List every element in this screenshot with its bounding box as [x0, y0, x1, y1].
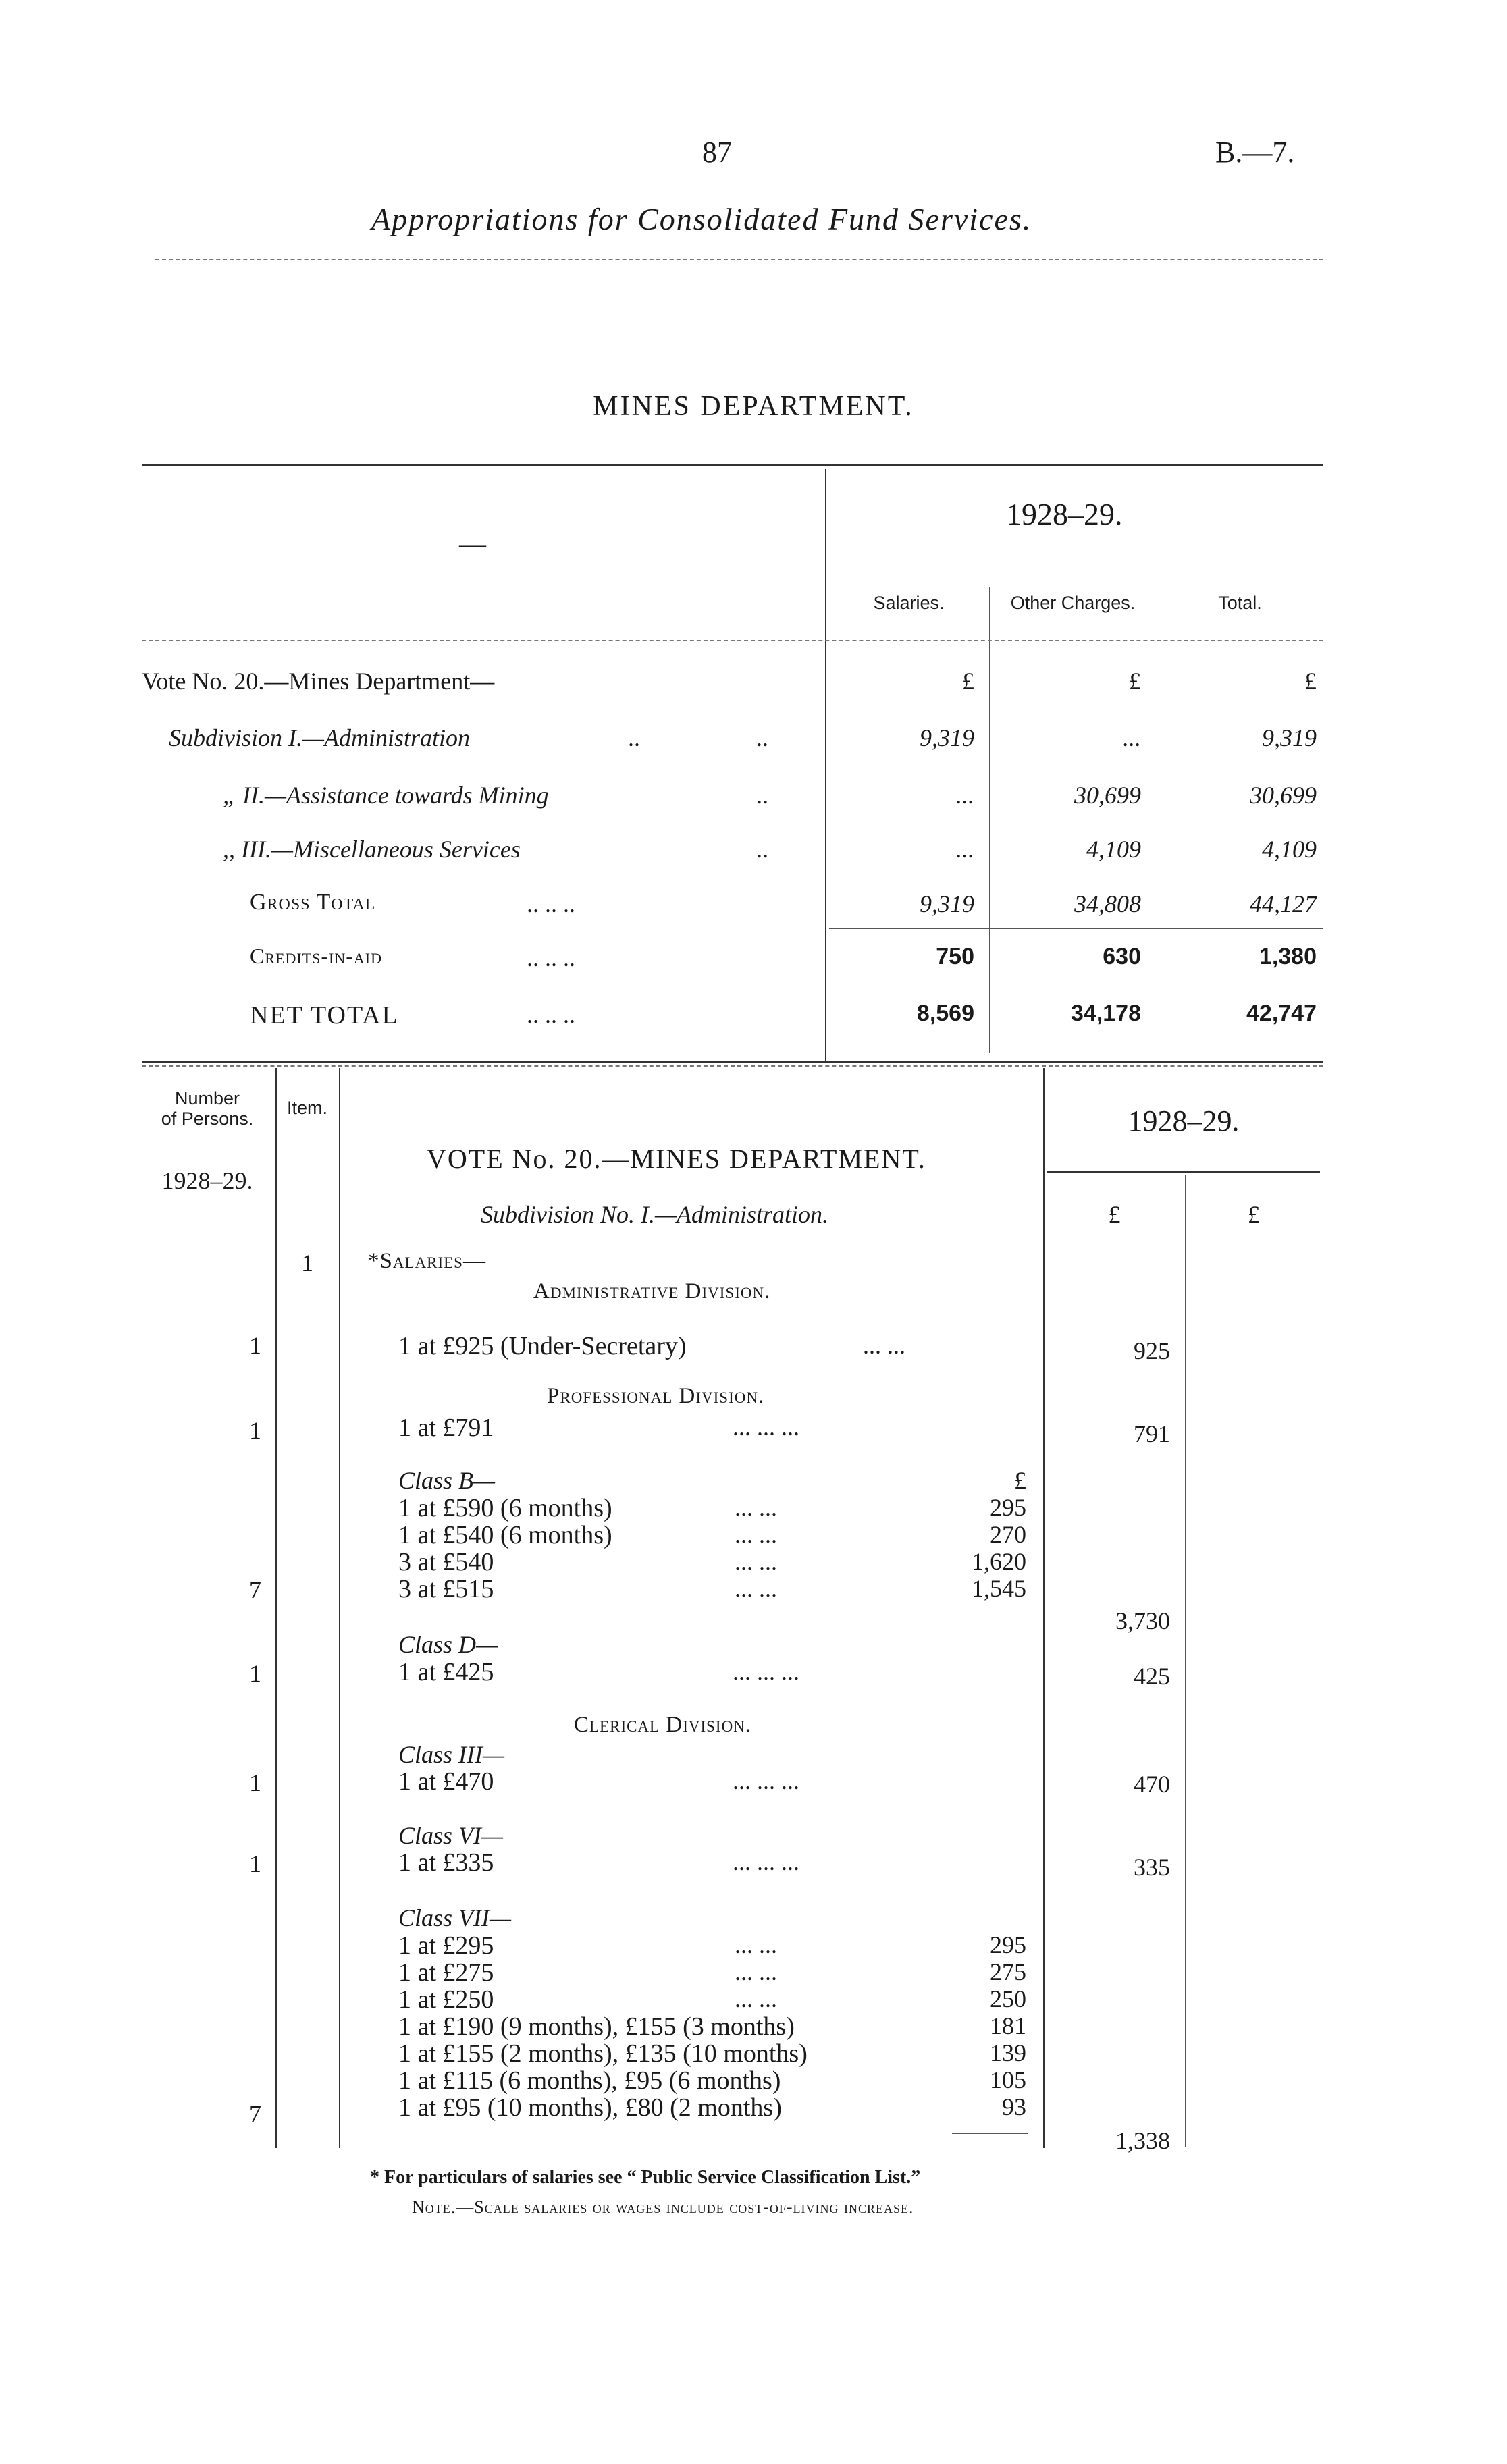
stub-dash: — — [459, 529, 486, 559]
department-title: MINES DEPARTMENT. — [593, 391, 914, 422]
line-text: 1 at £425 — [398, 1658, 494, 1686]
footnote-classification: * For particulars of salaries see “ Public Service Classification List.” — [370, 2167, 921, 2188]
net-other: 34,178 — [1071, 1000, 1141, 1026]
class-b-label: Class B— — [398, 1467, 496, 1494]
item-number: 1 — [301, 1250, 313, 1277]
year-right: 1928–29. — [1128, 1104, 1240, 1137]
line-amount: 139 — [990, 2039, 1026, 2066]
gross-total: 44,127 — [1250, 890, 1317, 917]
line-text: 1 at £190 (9 months), £155 (3 months) — [398, 2012, 795, 2041]
line-amount: 295 — [990, 1494, 1026, 1521]
amount: 335 — [1134, 1854, 1170, 1881]
class-d-label: Class D— — [398, 1631, 498, 1658]
line-text: 1 at £590 (6 months) — [398, 1494, 612, 1522]
line-amount: 181 — [990, 2012, 1026, 2039]
summary-row-label: „ II.—Assistance towards Mining — [223, 782, 549, 809]
net-total-label: NET TOTAL — [250, 1001, 399, 1029]
currency-salaries: £ — [962, 668, 974, 695]
class-vi-label: Class VI— — [398, 1822, 504, 1849]
class-b-currency: £ — [1014, 1467, 1026, 1494]
amount: 470 — [1134, 1771, 1170, 1798]
summary-year: 1928–29. — [1006, 497, 1123, 531]
col-total: Total. — [1218, 593, 1262, 613]
header-rule — [155, 259, 1323, 260]
class-vii-total: 1,338 — [1115, 2127, 1170, 2154]
line-amount: 1,620 — [972, 1548, 1026, 1575]
credits-other: 630 — [1103, 944, 1141, 969]
currency-col2: £ — [1248, 1201, 1260, 1228]
summary-salaries: 9,319 — [920, 724, 974, 751]
salaries-heading: *Salaries— — [368, 1249, 486, 1273]
line-text: 1 at £335 — [398, 1848, 494, 1877]
col-number-header: Number of Persons. — [161, 1088, 254, 1129]
summary-row-label: Subdivision I.—Administration — [169, 724, 471, 751]
persons-count: 7 — [249, 2100, 261, 2127]
line-amount: 250 — [990, 1985, 1026, 2012]
clerical-division: Clerical Division. — [574, 1713, 752, 1737]
class-b-total: 3,730 — [1115, 1607, 1170, 1634]
col-other-charges: Other Charges. — [1010, 593, 1136, 613]
line-amount: 275 — [990, 1958, 1026, 1985]
line-amount: 105 — [990, 2066, 1026, 2093]
gross-salaries: 9,319 — [920, 890, 974, 917]
persons-count: 1 — [249, 1850, 261, 1877]
line-text: 1 at £470 — [398, 1767, 494, 1796]
year-left: 1928–29. — [161, 1167, 253, 1194]
line-text: 1 at £250 — [398, 1985, 494, 2014]
summary-other: 4,109 — [1086, 836, 1141, 863]
summary-row-label: ,, III.—Miscellaneous Services — [223, 836, 521, 863]
admin-division: Administrative Division. — [533, 1279, 771, 1304]
professional-division: Professional Division. — [547, 1384, 765, 1408]
summary-salaries: ... — [956, 836, 974, 863]
class-vii-label: Class VII— — [398, 1904, 512, 1931]
currency-other: £ — [1129, 668, 1141, 695]
line-text: 3 at £515 — [398, 1575, 494, 1603]
gross-other: 34,808 — [1074, 890, 1141, 917]
summary-total: 4,109 — [1262, 836, 1317, 863]
line-amount: 295 — [990, 1931, 1026, 1958]
col-item-header: Item. — [286, 1098, 327, 1118]
gross-total-label: Gross Total — [250, 890, 376, 915]
summary-total: 30,699 — [1250, 782, 1317, 809]
line-text: 1 at £925 (Under-Secretary) — [398, 1332, 687, 1360]
page-title: Appropriations for Consolidated Fund Services. — [371, 202, 1032, 236]
currency-total: £ — [1304, 668, 1317, 695]
net-total: 42,747 — [1246, 1000, 1317, 1026]
vote-label: Vote No. 20.—Mines Department— — [142, 668, 495, 695]
credits-salaries: 750 — [936, 944, 974, 969]
subdivision-title: Subdivision No. I.—Administration. — [481, 1201, 829, 1228]
line-text: 1 at £791 — [398, 1414, 494, 1442]
amount: 425 — [1134, 1663, 1170, 1690]
line-text: 1 at £540 (6 months) — [398, 1521, 612, 1549]
net-salaries: 8,569 — [916, 1000, 974, 1026]
summary-total: 9,319 — [1262, 724, 1317, 751]
persons-count: 7 — [249, 1576, 261, 1603]
document-code: B.—7. — [1215, 136, 1295, 169]
col-salaries: Salaries. — [873, 593, 945, 613]
persons-count: 1 — [249, 1417, 261, 1444]
line-text: 3 at £540 — [398, 1548, 494, 1576]
persons-count: 1 — [249, 1332, 261, 1359]
footnote-note: Note.—Scale salaries or wages include cost-of-living increase. — [412, 2197, 914, 2217]
summary-other: ... — [1123, 724, 1141, 751]
page-number: 87 — [702, 136, 732, 169]
persons-count: 1 — [249, 1660, 261, 1687]
line-text: 1 at £115 (6 months), £95 (6 months) — [398, 2066, 781, 2095]
line-text: 1 at £275 — [398, 1958, 494, 1987]
vote-title: VOTE No. 20.—MINES DEPARTMENT. — [427, 1144, 926, 1174]
line-text: 1 at £95 (10 months), £80 (2 months) — [398, 2093, 782, 2122]
amount: 925 — [1134, 1337, 1170, 1364]
class-iii-label: Class III— — [398, 1741, 505, 1768]
credits-total: 1,380 — [1259, 944, 1317, 969]
amount: 791 — [1134, 1420, 1170, 1447]
line-text: 1 at £295 — [398, 1931, 494, 1960]
summary-other: 30,699 — [1074, 782, 1141, 809]
credits-label: Credits-in-aid — [250, 944, 382, 968]
line-text: 1 at £155 (2 months), £135 (10 months) — [398, 2039, 808, 2068]
persons-count: 1 — [249, 1769, 261, 1796]
line-amount: 93 — [1002, 2093, 1026, 2120]
line-amount: 1,545 — [972, 1575, 1026, 1602]
summary-salaries: ... — [956, 782, 974, 809]
currency-col1: £ — [1108, 1201, 1121, 1228]
line-amount: 270 — [990, 1521, 1026, 1548]
